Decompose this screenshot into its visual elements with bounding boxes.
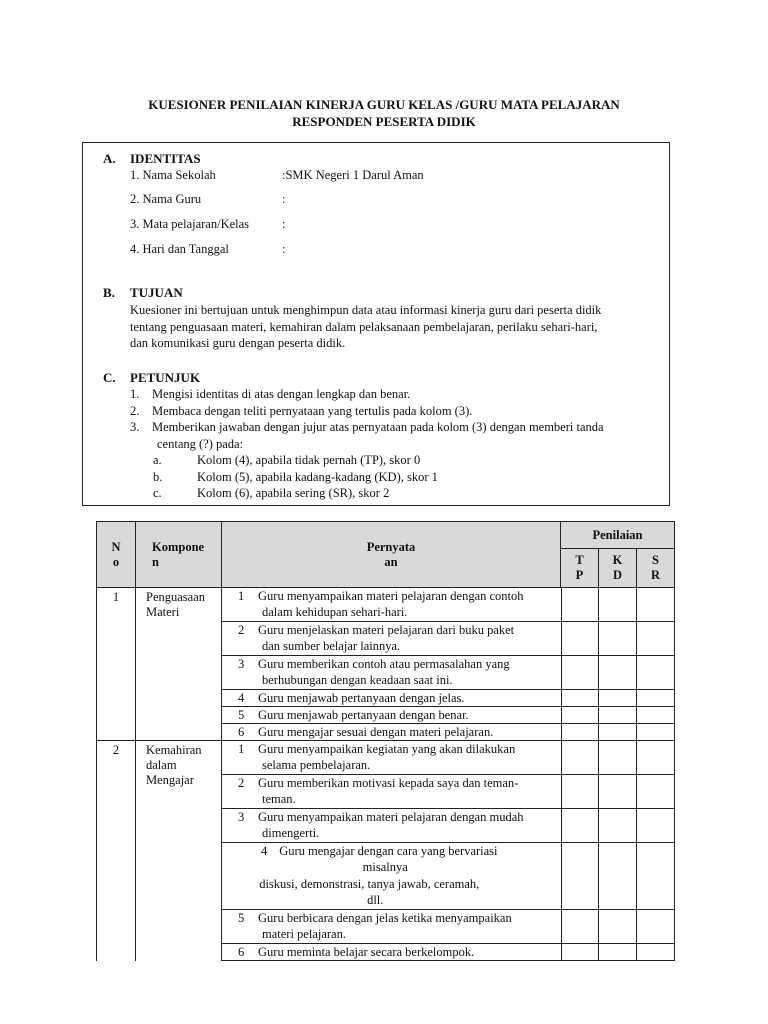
score-kd-cell[interactable] [599,774,637,808]
paragraph-line: Kuesioner ini bertujuan untuk menghimpun data atau informasi kinerja guru dari peserta didik [130,303,602,317]
field-label: 1. Nama Sekolah [130,168,216,182]
statement-row [222,909,674,943]
item-text: Mengisi identitas di atas dengan lengkap dan benar. [152,387,411,401]
section-title: IDENTITAS [130,151,201,166]
header-pernyataan: Pernyata an [222,522,561,588]
title-line-1: KUESIONER PENILAIAN KINERJA GURU KELAS /GURU MATA PELAJARAN [148,97,620,112]
score-tp-cell[interactable] [561,621,599,655]
row-number: 2 [97,741,136,961]
row-number: 1 [97,588,136,741]
list-item-continuation [130,436,670,453]
statement: 6 Guru mengajar sesuai dengan materi pelajaran. [238,724,494,739]
score-sr-cell[interactable] [636,655,674,689]
statement-row [222,588,674,621]
score-kd-cell[interactable] [599,723,637,740]
score-sr-cell[interactable] [636,842,674,909]
assessment-table [96,521,675,961]
score-tp-cell[interactable] [561,909,599,943]
field-value: : [282,242,286,256]
header-penilaian: Penilaian [561,522,675,549]
score-kd-cell[interactable] [599,808,637,842]
score-tp-cell[interactable] [561,741,599,774]
sub-item [130,469,670,486]
score-kd-cell[interactable] [599,588,637,621]
statement-row [222,774,674,808]
score-sr-cell[interactable] [636,706,674,723]
score-kd-cell[interactable] [599,621,637,655]
field-value: : [282,217,286,231]
score-kd-cell[interactable] [599,655,637,689]
score-sr-cell[interactable] [636,808,674,842]
score-kd-cell[interactable] [599,689,637,706]
component-name: Kemahiran dalam Mengajar [136,741,222,961]
score-sr-cell[interactable] [636,588,674,621]
score-sr-cell[interactable] [636,943,674,960]
sub-item-text: Kolom (5), apabila kadang-kadang (KD), skor 1 [197,469,438,484]
table-row [97,588,675,741]
score-tp-cell[interactable] [561,689,599,706]
score-kd-cell[interactable] [599,706,637,723]
statement: 2 Guru menjelaskan materi pelajaran dari buku paket dan sumber belajar lainnya. [222,621,561,655]
list-item [130,403,670,420]
statement-row [222,808,674,842]
list-item [130,419,670,436]
statement-row [222,741,674,774]
statement: 6 Guru meminta belajar secara berkelompok. [238,944,475,959]
statement-row [222,723,674,740]
statement-group [222,741,675,961]
table-row [97,741,675,961]
header-komponen: Kompone n [136,522,222,588]
statement: 3 Guru memberikan contoh atau permasalahan yang berhubungan dengan keadaan saat ini. [222,655,561,689]
statement-row [222,689,674,706]
header-kd: K D [599,549,637,588]
item-text: Membaca dengan teliti pernyataan yang tertulis pada kolom (3). [152,403,473,418]
score-tp-cell[interactable] [561,943,599,960]
statement: 1 Guru menyampaikan materi pelajaran dengan contoh dalam kehidupan sehari-hari. [222,588,561,621]
section-letter: B. [103,285,115,300]
score-tp-cell[interactable] [561,706,599,723]
score-tp-cell[interactable] [561,774,599,808]
header-tp: T P [561,549,599,588]
sub-item-text: Kolom (6), apabila sering (SR), skor 2 [197,486,390,500]
statement: 1 Guru menyampaikan kegiatan yang akan dilakukan selama pembelajaran. [222,741,561,774]
statement: 4 Guru menjawab pertanyaan dengan jelas. [222,689,561,706]
statement: 5 Guru menjawab pertanyaan dengan benar. [222,706,561,723]
section-title: TUJUAN [130,285,183,300]
statement-row [222,943,674,960]
score-sr-cell[interactable] [636,741,674,774]
title-line-2: RESPONDEN PESERTA DIDIK [292,114,476,129]
document-title [0,96,768,130]
score-kd-cell[interactable] [599,943,637,960]
statement-row [222,706,674,723]
score-kd-cell[interactable] [599,842,637,909]
section-letter: A. [103,151,116,166]
field-label: 4. Hari dan Tanggal [130,242,229,256]
component-name: Penguasaan Materi [136,588,222,741]
sub-item [130,485,670,502]
sub-item-letter: a. [153,453,162,467]
item-text: centang (?) pada: [157,436,244,451]
statement: 4 Guru mengajar dengan cara yang bervariasi misalnya diskusi, demonstrasi, tanya jawab, ceramah, dll. [222,842,561,909]
petunjuk-list [130,386,670,502]
score-tp-cell[interactable] [561,723,599,740]
paragraph-line: dan komunikasi guru dengan peserta didik. [130,336,346,350]
field-value: : [282,192,286,206]
header-no: N o [97,522,136,588]
score-sr-cell[interactable] [636,909,674,943]
statement: 2 Guru memberikan motivasi kepada saya dan teman- teman. [222,774,561,808]
statement-row [222,621,674,655]
item-number: 3. [130,420,140,434]
score-tp-cell[interactable] [561,588,599,621]
score-kd-cell[interactable] [599,909,637,943]
score-kd-cell[interactable] [599,741,637,774]
statement: 3 Guru menyampaikan materi pelajaran dengan mudah dimengerti. [222,808,561,842]
score-tp-cell[interactable] [561,842,599,909]
sub-item [130,452,670,469]
header-sr: S R [637,549,675,588]
score-tp-cell[interactable] [561,808,599,842]
statement-row [222,655,674,689]
score-sr-cell[interactable] [636,774,674,808]
section-title: PETUNJUK [130,370,201,385]
field-label: 2. Nama Guru [130,192,202,206]
field-label: 3. Mata pelajaran/Kelas [130,217,250,231]
score-tp-cell[interactable] [561,655,599,689]
sub-item-text: Kolom (4), apabila tidak pernah (TP), skor 0 [197,453,421,467]
item-number: 2. [130,403,140,418]
sub-item-letter: b. [153,469,163,484]
sub-item-letter: c. [153,486,162,500]
paragraph-line: tentang penguasaan materi, kemahiran dalam pelaksanaan pembelajaran, perilaku sehari-hari, [130,319,598,334]
list-item [130,386,670,403]
section-letter: C. [103,370,116,385]
item-number: 1. [130,387,140,401]
score-sr-cell[interactable] [636,689,674,706]
field-value: :SMK Negeri 1 Darul Aman [282,168,424,182]
statement-row [222,842,674,909]
statement-group [222,588,675,741]
tujuan-paragraph [130,302,660,352]
score-sr-cell[interactable] [636,723,674,740]
item-text: Memberikan jawaban dengan jujur atas pernyataan pada kolom (3) dengan memberi tanda [152,420,604,434]
score-sr-cell[interactable] [636,621,674,655]
statement: 5 Guru berbicara dengan jelas ketika menyampaikan materi pelajaran. [222,909,561,943]
